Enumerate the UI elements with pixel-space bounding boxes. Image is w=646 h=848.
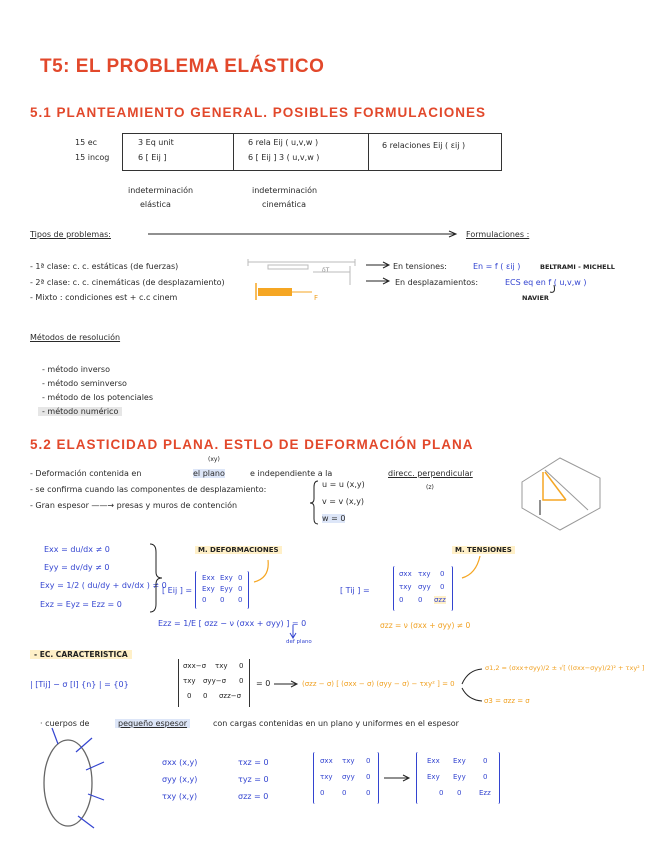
method-item: - método inverso (42, 365, 110, 374)
matrix-cell: Eyy (453, 773, 466, 781)
principal-stresses-1-2: σ1,2 = (σxx+σyy)/2 ± √[ ((σxx−σyy)/2)² + τxy² ] (485, 664, 645, 672)
perpendicular-direction: direcc. perpendicular (388, 469, 473, 478)
displacement-eq: v = v (x,y) (322, 497, 365, 506)
strain-eq: Exz = Eyz = Ezz = 0 (40, 600, 122, 609)
displacement-eq: u = u (x,y) (322, 480, 365, 489)
branch-arrow (462, 688, 482, 701)
equations-count: 15 ec (75, 138, 98, 147)
indeterminacy-label: cinemática (262, 200, 306, 209)
matrix-cell: σxx (399, 570, 412, 578)
matrix-cell: τxy (183, 677, 196, 685)
curved-arrow (550, 285, 555, 292)
matrix-cell: Exy (453, 757, 466, 765)
formulations-label: Formulaciones : (466, 230, 530, 239)
matrix-cell: σyy (418, 583, 431, 591)
matrix-cell: Ezz (479, 789, 491, 797)
method-item: - método numérico (38, 407, 122, 416)
brace (310, 481, 318, 524)
table-cell: 6 [ Eij ] 3 ( u,v,w ) (248, 153, 320, 162)
table-cell: 3 Eq unit (138, 138, 174, 147)
curved-arrow (462, 556, 480, 578)
z-note: (z) (426, 484, 434, 491)
indeterminacy-label: elástica (140, 200, 171, 209)
matrix-cell: 0 (342, 789, 347, 797)
matrix-cell: 0 (238, 596, 243, 604)
stress-component: σxx (x,y) (162, 758, 198, 767)
stress-component: τxy (x,y) (162, 792, 198, 801)
indeterminacy-label: indeterminación (128, 186, 194, 195)
sigma-zz-equation: σzz = ν (σxx + σyy) ≠ 0 (380, 621, 471, 630)
beltrami-label: BELTRAMI - MICHELL (540, 263, 615, 271)
formulation-stress-eq: En = f ( εij ) (473, 262, 521, 271)
matrix-cell: 0 (399, 596, 404, 604)
delta-t-label: δT (322, 267, 330, 274)
matrix-cell: 0 (202, 596, 207, 604)
matrix-cell: 0 (483, 757, 488, 765)
matrix-cell: 0 (483, 773, 488, 781)
matrix-cell: 0 (320, 789, 325, 797)
equals-zero: = 0 (256, 679, 271, 688)
ezz-equation: Ezz = 1/E [ σzz − ν (σxx + σyy) ] = 0 (158, 619, 307, 628)
matrix-cell: Exy (427, 773, 440, 781)
plane-strain-line: - se confirma cuando las componentes de desplazamiento: (30, 485, 267, 494)
curved-arrow (254, 560, 268, 582)
matrix-cell: σyy (342, 773, 355, 781)
xy-note: (xy) (208, 456, 220, 463)
stress-matrix-eq: [ Tij ] = (340, 586, 370, 595)
matrix-cell: Exx (427, 757, 440, 765)
matrix-cell: 0 (457, 789, 462, 797)
section-heading-5-2: 5.2 ELASTICIDAD PLANA. ESTLO DE DEFORMACIÓN PLANA (30, 437, 474, 452)
navier-label: NAVIER (522, 294, 549, 302)
matrix-cell: τxy (215, 662, 228, 670)
table-cell: 6 rela Eij ( u,v,w ) (248, 138, 319, 147)
matrix-cell: 0 (366, 789, 371, 797)
methods-title: Métodos de resolución (30, 333, 121, 342)
branch-arrow (462, 669, 482, 684)
brace (150, 544, 162, 612)
matrix-cell: 0 (238, 585, 243, 593)
matrix-cell: Exy (220, 574, 233, 582)
matrix-cell: 0 (220, 596, 225, 604)
table-cell: 6 relaciones Eij ( εij ) (382, 141, 466, 150)
matrix-cell: 0 (239, 677, 244, 685)
matrix-cell: 0 (440, 583, 445, 591)
plane-strain-line: - Deformación contenida en (30, 469, 142, 478)
zero-component: σzz = 0 (238, 792, 269, 801)
matrix-cell: 0 (418, 596, 423, 604)
plane-stress-line: · cuerpos de (40, 719, 90, 728)
displacement-eq: w = 0 (322, 514, 346, 523)
matrix-cell: σyy−σ (203, 677, 227, 685)
method-item: - método de los potenciales (42, 393, 153, 402)
matrix-cell: Exx (202, 574, 215, 582)
thin-plate-sketch (44, 740, 92, 826)
strain-matrix-label: M. DEFORMACIONES (195, 546, 282, 554)
matrix-cell: 0 (187, 692, 192, 700)
class-item: - Mixto : condiciones est + c.c cinem (30, 293, 178, 302)
strain-eq: Eyy = dv/dy ≠ 0 (44, 563, 110, 572)
matrix-cell: 0 (203, 692, 208, 700)
characteristic-eq-lhs: | [Tij] − σ [I] {n} | = {0} (30, 680, 129, 689)
matrix-cell: σxx−σ (183, 662, 207, 670)
plane-strain-note: def plano (286, 639, 312, 645)
section-heading-5-1: 5.1 PLANTEAMIENTO GENERAL. POSIBLES FORMULACIONES (30, 105, 487, 120)
problem-types-label: Tipos de problemas: (30, 230, 111, 239)
matrix-cell: 0 (439, 789, 444, 797)
unknowns-count: 15 incog (75, 153, 110, 162)
characteristic-eq-title: - EC. CARACTERISTICA (30, 650, 132, 659)
plane-strain-line: e independiente a la (250, 469, 333, 478)
strain-matrix-eq: [ Eij ] = (162, 586, 193, 595)
matrix-cell: 0 (238, 574, 243, 582)
matrix-cell: 0 (366, 773, 371, 781)
stress-matrix-label: M. TENSIONES (452, 546, 515, 554)
class-item: - 1ª clase: c. c. estáticas (de fuerzas) (30, 262, 179, 271)
matrix-cell: 0 (366, 757, 371, 765)
beam-sketch (248, 259, 355, 285)
method-item: - método seminverso (42, 379, 127, 388)
strain-eq: Exx = du/dx ≠ 0 (44, 545, 110, 554)
plane-stress-line: con cargas contenidas en un plano y uniformes en el espesor (213, 719, 459, 728)
zero-component: τxz = 0 (238, 758, 269, 767)
principal-stress-3: σ3 = σzz = σ (484, 697, 530, 705)
zero-component: τyz = 0 (238, 775, 269, 784)
force-label: F (314, 294, 319, 302)
stress-component: σyy (x,y) (162, 775, 198, 784)
matrix-cell: σxx (320, 757, 333, 765)
formulation-stress: En tensiones: (393, 262, 447, 271)
characteristic-equation: (σzz − σ) [ (σxx − σ) (σyy − σ) − τxy² ] = 0 (302, 680, 455, 688)
plane-strain-line: - Gran espesor ——→ presas y muros de contención (30, 501, 238, 510)
matrix-cell: σzz (434, 596, 446, 604)
matrix-cell: 0 (440, 570, 445, 578)
formulation-displacement-eq: ECS eq en f ( u,v,w ) (505, 278, 587, 287)
formulation-displacement: En desplazamientos: (395, 278, 479, 287)
plane-term: el plano (193, 469, 225, 478)
page-title: T5: EL PROBLEMA ELÁSTICO (40, 56, 325, 77)
prism-sketch (522, 458, 600, 530)
matrix-cell: Eyy (220, 585, 233, 593)
matrix-cell: τxy (342, 757, 355, 765)
matrix-cell: τxy (320, 773, 333, 781)
matrix-cell: σzz−σ (219, 692, 242, 700)
matrix-cell: τxy (399, 583, 412, 591)
class-item: - 2ª clase: c. c. cinemáticas (de desplazamiento) (30, 278, 225, 287)
table-cell: 6 [ Eij ] (138, 153, 167, 162)
matrix-cell: τxy (418, 570, 431, 578)
axial-bar-sketch (256, 283, 312, 300)
small-thickness-term: pequeño espesor (115, 719, 190, 728)
strain-eq: Exy = 1/2 ( du/dy + dv/dx ) ≠ 0 (40, 581, 167, 590)
matrix-cell: Exy (202, 585, 215, 593)
matrix-cell: 0 (239, 662, 244, 670)
indeterminacy-label: indeterminación (252, 186, 318, 195)
